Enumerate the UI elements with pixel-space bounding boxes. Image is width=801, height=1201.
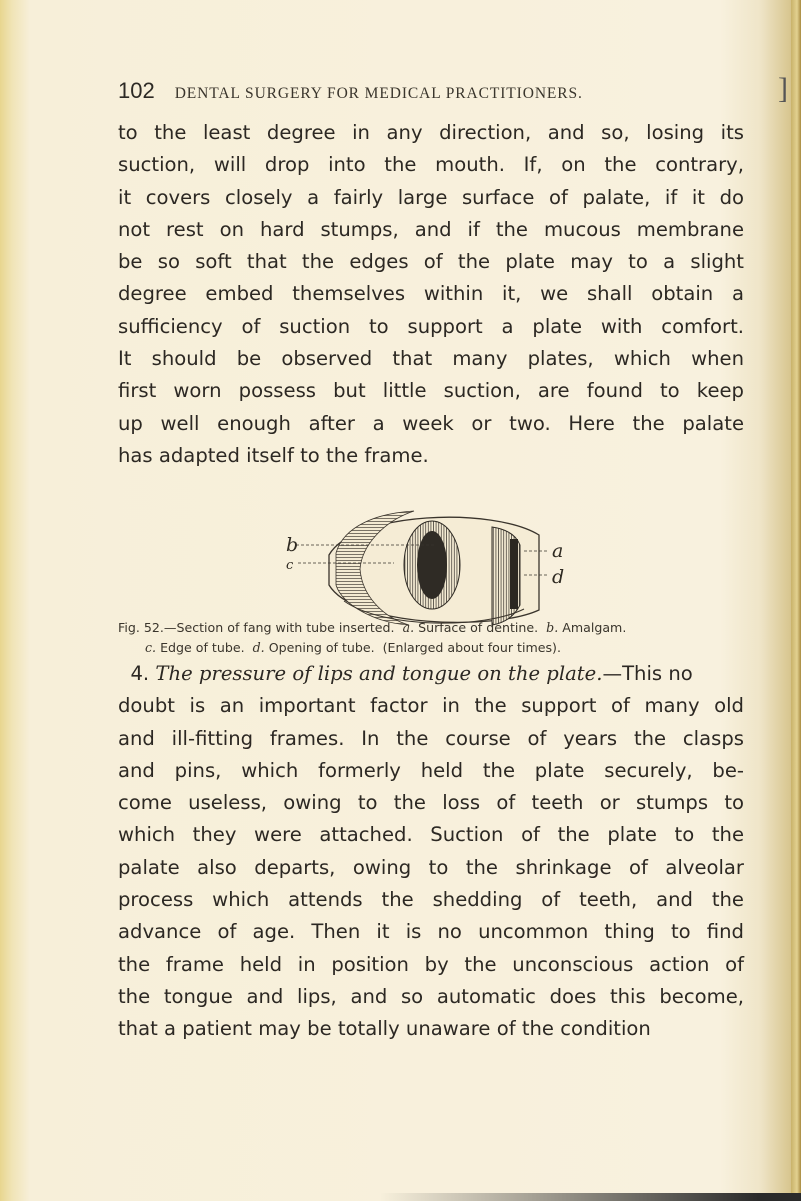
fang-section-illustration bbox=[284, 505, 584, 633]
paragraph-2 bbox=[118, 658, 744, 1046]
key-d-desc: Opening of tube. bbox=[268, 640, 375, 655]
label-b: b bbox=[286, 534, 299, 556]
text-line: that a patient may be totally unaware of the condition bbox=[118, 1017, 651, 1041]
text-line: sufficiency of suction to support a plate with comfort. bbox=[118, 314, 744, 338]
text-line: and pins, which formerly held the plate securely, be- bbox=[118, 758, 744, 782]
text-line: process which attends the shedding of teeth, and the bbox=[118, 888, 744, 912]
key-a-desc: Surface of dentine. bbox=[418, 620, 539, 635]
text-line: the tongue and lips, and so automatic does this become, bbox=[118, 984, 744, 1008]
caption-line-2 bbox=[118, 638, 746, 658]
text-line: not rest on hard stumps, and if the mucous membrane bbox=[118, 217, 744, 241]
page-shadow bbox=[380, 1193, 801, 1201]
text-line: and ill-fitting frames. In the course of years the clasps bbox=[118, 726, 744, 750]
text-line: advance of age. Then it is no uncommon thing to find bbox=[118, 920, 744, 944]
text-line: It should be observed that many plates, which when bbox=[118, 347, 744, 371]
key-c: c. bbox=[145, 640, 157, 655]
figure-caption bbox=[118, 618, 746, 658]
bracket-mark: ] bbox=[778, 72, 788, 105]
fig-label: Fig. 52. bbox=[118, 620, 164, 635]
page-header bbox=[118, 72, 788, 106]
paragraph-1 bbox=[118, 117, 744, 472]
text-line: degree embed themselves within it, we shall obtain a bbox=[118, 282, 744, 306]
key-a: a. bbox=[402, 620, 415, 635]
figure-52 bbox=[284, 505, 584, 633]
section-heading-line bbox=[118, 658, 744, 690]
key-b: b. bbox=[546, 620, 559, 635]
text-line: palate also departs, owing to the shrinkage of alveolar bbox=[118, 855, 744, 879]
key-c-desc: Edge of tube. bbox=[160, 640, 245, 655]
text-line: be so soft that the edges of the plate may to a slight bbox=[118, 250, 744, 274]
tube-opening bbox=[510, 539, 518, 609]
text-line: come useless, owing to the loss of teeth or stumps to bbox=[118, 791, 744, 815]
key-d: d. bbox=[252, 640, 265, 655]
label-a: a bbox=[552, 540, 564, 562]
text-line: doubt is an important factor in the support of many old bbox=[118, 694, 744, 718]
key-b-desc: Amalgam. bbox=[562, 620, 627, 635]
caption-line-1 bbox=[118, 618, 746, 638]
text-line: to the least degree in any direction, and so, losing its bbox=[118, 121, 744, 144]
running-title: DENTAL SURGERY FOR MEDICAL PRACTITIONERS. bbox=[174, 85, 583, 102]
text-line: suction, will drop into the mouth. If, on the contrary, bbox=[118, 153, 744, 177]
text-line: up well enough after a week or two. Here the palate bbox=[118, 411, 744, 435]
section-heading: The pressure of lips and tongue on the plate. bbox=[155, 662, 603, 685]
text-line: it covers closely a fairly large surface of palate, if it do bbox=[118, 185, 744, 209]
book-edge bbox=[791, 0, 801, 1201]
fig-description: —Section of fang with tube inserted. bbox=[163, 620, 395, 635]
text-line: has adapted itself to the frame. bbox=[118, 443, 429, 467]
text-line: first worn possess but little suction, are found to keep bbox=[118, 379, 744, 403]
text-line: the frame held in position by the unconscious action of bbox=[118, 952, 744, 976]
text-line: which they were attached. Suction of the plate to the bbox=[118, 823, 744, 847]
enlargement-note: (Enlarged about four times). bbox=[382, 640, 561, 655]
label-d: d bbox=[552, 566, 565, 588]
label-c: c bbox=[286, 558, 294, 573]
page-number: 102 bbox=[118, 78, 155, 103]
amalgam-dark bbox=[417, 531, 447, 599]
section-number: 4. bbox=[130, 662, 150, 685]
heading-continuation: —This no bbox=[602, 662, 693, 685]
